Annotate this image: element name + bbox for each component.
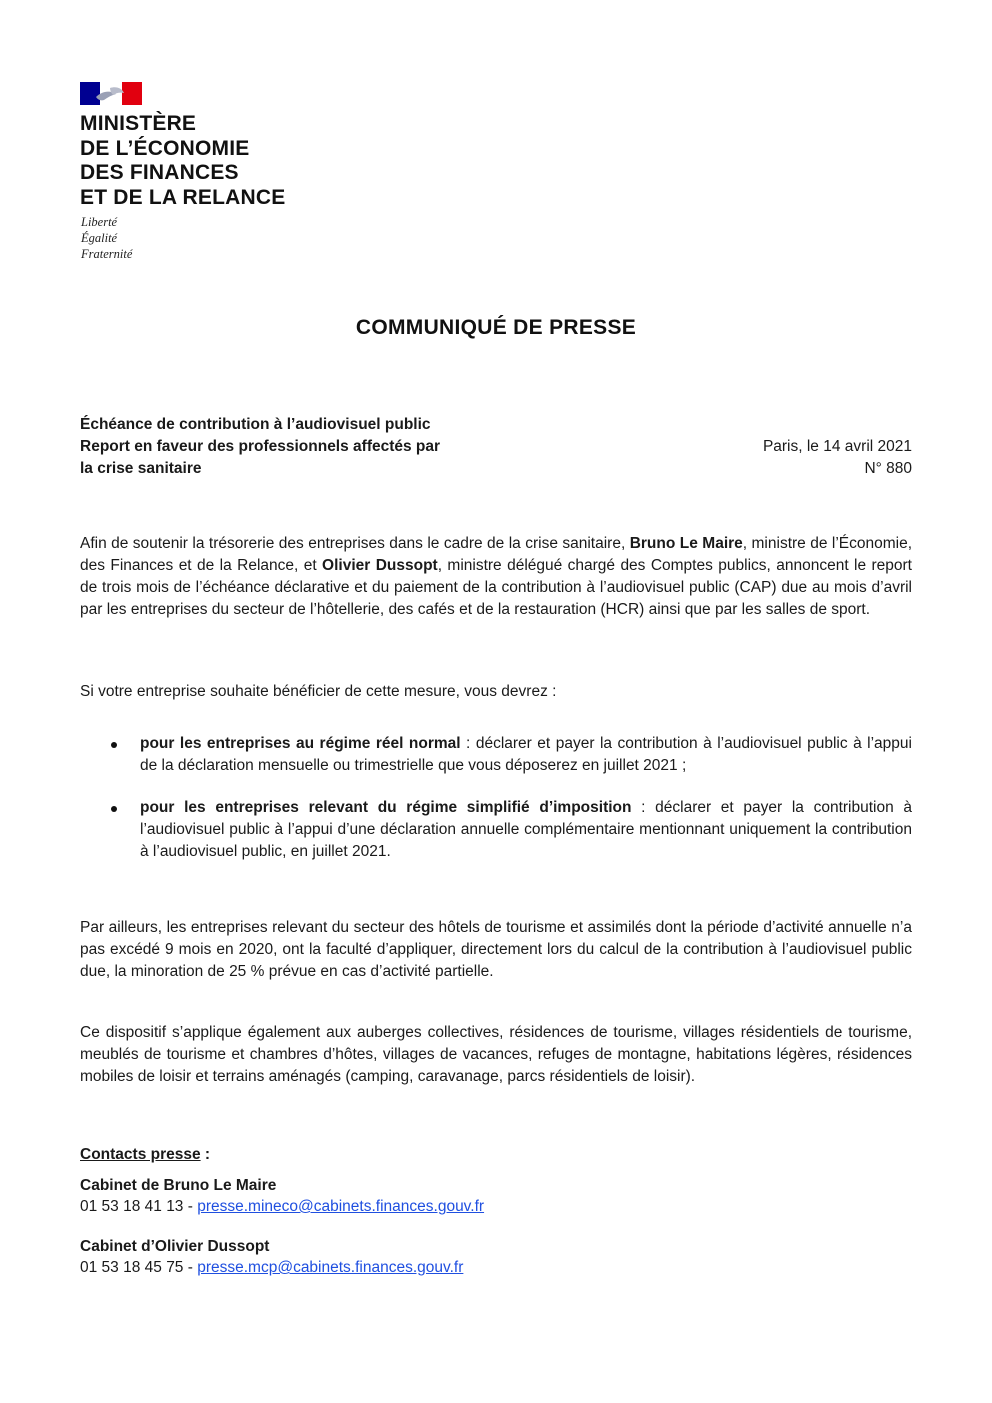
- marianne-flag-logo: [80, 82, 142, 105]
- list-item-text: : déclarer et payer la contribution à l’audiovisuel public à l’appui de la déclaration mensuelle ou trimestrielle que vous déposerez en juillet 2021 ;: [140, 735, 912, 774]
- list-item: [80, 733, 912, 777]
- measure-intro-paragraph: Si votre entreprise souhaite bénéficier de cette mesure, vous devrez :: [80, 683, 557, 700]
- bullet-icon: [111, 806, 117, 812]
- intro-text-1: Afin de soutenir la trésorerie des entreprises dans le cadre de la crise sanitaire,: [80, 535, 630, 552]
- intro-text-2: , ministre de l’Économie, des Finances et de la Relance, et: [80, 535, 912, 574]
- measure-list: [80, 733, 912, 883]
- motto-egalite: Égalité: [81, 231, 118, 245]
- list-item-bold: pour les entreprises relevant du régime simplifié d’imposition: [140, 799, 632, 816]
- intro-paragraph: [80, 533, 912, 621]
- list-item-bold: pour les entreprises au régime réel normal: [140, 735, 461, 752]
- minister-name-2: Olivier Dussopt: [322, 557, 438, 574]
- bullet-icon: [111, 742, 117, 748]
- phone-number: 01 53 18 45 75 -: [80, 1259, 198, 1276]
- ministry-line-2: DE L’ÉCONOMIE: [80, 136, 250, 160]
- subject-line-1: Échéance de contribution à l’audiovisuel public: [80, 416, 431, 433]
- contact-block-le-maire: [80, 1175, 484, 1217]
- list-item: [80, 797, 912, 863]
- ministry-line-4: ET DE LA RELANCE: [80, 185, 286, 209]
- email-link[interactable]: presse.mineco@cabinets.finances.gouv.fr: [197, 1198, 485, 1215]
- list-item-text: : déclarer et payer la contribution à l’audiovisuel public à l’appui d’une déclaration annuelle complémentaire mentionnant uniquement la contribution à l’audiovisuel public, en juillet 2021.: [140, 799, 913, 860]
- release-meta: [763, 436, 912, 480]
- ministry-line-1: MINISTÈRE: [80, 112, 197, 135]
- republic-motto: [81, 214, 132, 262]
- contacts-heading-suffix: :: [200, 1146, 211, 1163]
- minister-name-1: Bruno Le Maire: [629, 535, 743, 552]
- contact-line: [80, 1257, 484, 1278]
- subject-line-2: Report en faveur des professionnels affectés par: [80, 438, 441, 455]
- contact-block-dussopt: [80, 1236, 484, 1278]
- cabinet-name: Cabinet d’Olivier Dussopt: [80, 1238, 270, 1255]
- motto-fraternite: Fraternité: [81, 247, 133, 261]
- scope-paragraph: Ce dispositif s’applique également aux auberges collectives, résidences de tourisme, villages résidentiels de tourisme, meublés de tourisme et chambres d’hôtes, villages de vacances, refuges de montagne, habitations légères, résidences mobiles de loisir et terrains aménagés (camping, caravanage, parcs résidentiels de loisir).: [80, 1024, 912, 1085]
- phone-number: 01 53 18 41 13 -: [80, 1198, 198, 1215]
- cabinet-name: Cabinet de Bruno Le Maire: [80, 1177, 277, 1194]
- subject-heading: [80, 414, 440, 480]
- hotels-paragraph: Par ailleurs, les entreprises relevant du secteur des hôtels de tourisme et assimilés dont la période d’activité annuelle n’a pas excédé 9 mois en 2020, ont la faculté d’appliquer, directement lors du calcul de la contribution à l’audiovisuel public due, la minoration de 25 % prévue en cas d’activité partielle.: [80, 919, 912, 980]
- contacts-heading: [80, 1144, 484, 1165]
- press-contacts: [80, 1144, 484, 1278]
- contact-line: [80, 1196, 484, 1217]
- ministry-logo: [80, 80, 302, 260]
- subject-line-3: la crise sanitaire: [80, 460, 202, 477]
- contacts-heading-label: Contacts presse: [80, 1146, 201, 1163]
- intro-text-3: , ministre délégué chargé des Comptes publics, annoncent le report de trois mois de l’échéance déclarative et du paiement de la contribution à l’audiovisuel public (CAP) due au mois d’avril par les entreprises du secteur de l’hôtellerie, des cafés et de la restauration (HCR) ainsi que par les salles de sport.: [80, 557, 912, 618]
- ministry-line-3: DES FINANCES: [80, 161, 239, 184]
- release-number: N° 880: [864, 460, 912, 477]
- place-date: Paris, le 14 avril 2021: [762, 438, 912, 455]
- motto-liberte: Liberté: [81, 215, 118, 229]
- page-title: COMMUNIQUÉ DE PRESSE: [355, 316, 637, 339]
- email-link[interactable]: presse.mcp@cabinets.finances.gouv.fr: [197, 1259, 464, 1276]
- ministry-name: [80, 112, 285, 210]
